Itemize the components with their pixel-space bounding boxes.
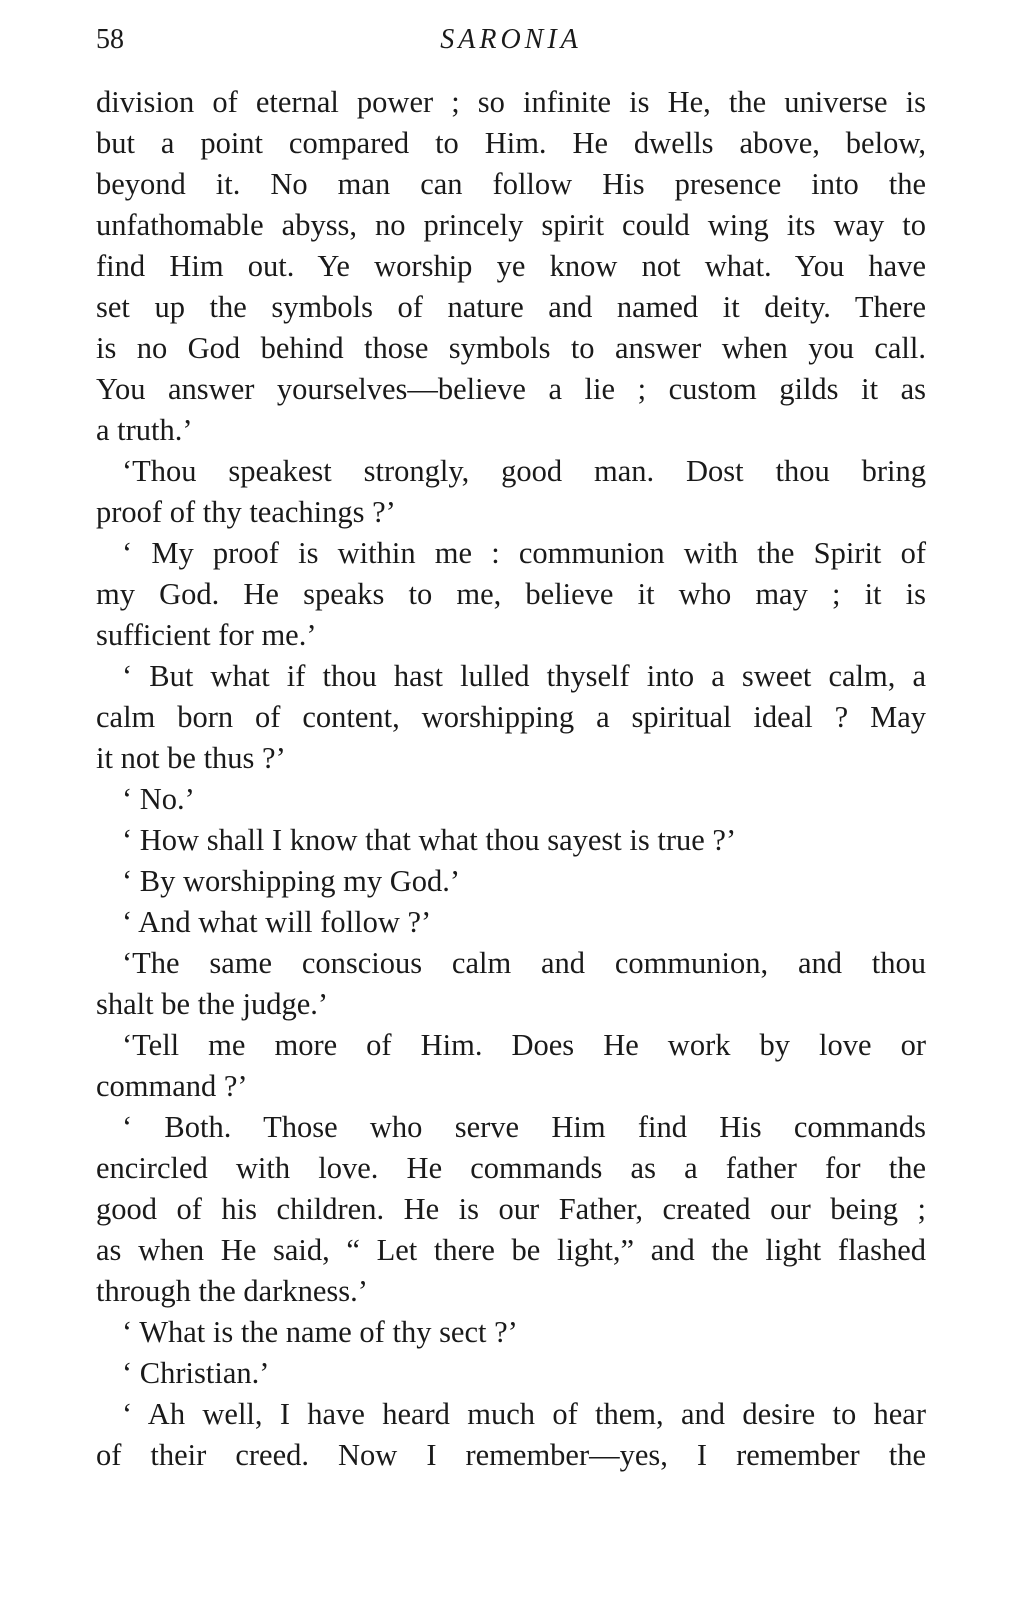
paragraph xyxy=(96,1312,926,1353)
text-line: it not be thus ?’ xyxy=(96,741,286,775)
text-line: ‘ How shall I know that what thou sayest is true ?’ xyxy=(122,823,737,857)
paragraph xyxy=(96,451,926,533)
page-number: 58 xyxy=(96,24,124,55)
paragraph xyxy=(96,902,926,943)
text-line: ‘The same conscious calm and communion, and thou xyxy=(122,946,926,980)
paragraph xyxy=(96,943,926,1025)
text-line: ‘Thou speakest strongly, good man. Dost thou bring xyxy=(122,454,926,488)
text-line: through the darkness.’ xyxy=(96,1274,368,1308)
text-line: unfathomable abyss, no princely spirit could wing its way to xyxy=(96,208,926,242)
text-line: calm born of content, worshipping a spiritual ideal ? May xyxy=(96,700,926,734)
text-line: ‘ What is the name of thy sect ?’ xyxy=(122,1315,518,1349)
paragraph xyxy=(96,1107,926,1312)
text-line: as when He said, “ Let there be light,” and the light flashed xyxy=(96,1233,926,1267)
text-line: encircled with love. He commands as a father for the xyxy=(96,1151,926,1185)
text-line: division of eternal power ; so infinite is He, the universe is xyxy=(96,85,926,119)
running-title: SARONIA xyxy=(440,24,582,55)
text-line: my God. He speaks to me, believe it who may ; it is xyxy=(96,577,926,611)
paragraph xyxy=(96,820,926,861)
text-line: find Him out. Ye worship ye know not what. You have xyxy=(96,249,926,283)
text-line: ‘ Ah well, I have heard much of them, and desire to hear xyxy=(122,1397,926,1431)
paragraph xyxy=(96,779,926,820)
paragraph xyxy=(96,656,926,779)
text-line: ‘ Both. Those who serve Him find His commands xyxy=(122,1110,926,1144)
text-line: but a point compared to Him. He dwells above, below, xyxy=(96,126,926,160)
text-line: set up the symbols of nature and named it deity. There xyxy=(96,290,926,324)
text-line: sufficient for me.’ xyxy=(96,618,317,652)
paragraph xyxy=(96,1025,926,1107)
text-line: ‘ But what if thou hast lulled thyself into a sweet calm, a xyxy=(122,659,926,693)
text-line: command ?’ xyxy=(96,1069,248,1103)
text-line: ‘ My proof is within me : communion with the Spirit of xyxy=(122,536,926,570)
text-line: of their creed. Now I remember—yes, I remember the xyxy=(96,1438,926,1472)
paragraph xyxy=(96,533,926,656)
paragraph xyxy=(96,1353,926,1394)
body-text xyxy=(96,82,926,1476)
text-line: You answer yourselves—believe a lie ; custom gilds it as xyxy=(96,372,926,406)
page-header xyxy=(96,20,926,60)
text-line: ‘ And what will follow ?’ xyxy=(122,905,432,939)
paragraph xyxy=(96,1394,926,1476)
text-line: ‘ No.’ xyxy=(122,782,195,816)
text-line: proof of thy teachings ?’ xyxy=(96,495,396,529)
text-line: beyond it. No man can follow His presence into the xyxy=(96,167,926,201)
text-line: shalt be the judge.’ xyxy=(96,987,329,1021)
text-line: ‘ By worshipping my God.’ xyxy=(122,864,461,898)
text-line: ‘Tell me more of Him. Does He work by love or xyxy=(122,1028,926,1062)
text-line: good of his children. He is our Father, created our being ; xyxy=(96,1192,926,1226)
text-line: a truth.’ xyxy=(96,413,193,447)
paragraph xyxy=(96,82,926,451)
text-line: ‘ Christian.’ xyxy=(122,1356,270,1390)
text-line: is no God behind those symbols to answer when you call. xyxy=(96,331,926,365)
paragraph xyxy=(96,861,926,902)
